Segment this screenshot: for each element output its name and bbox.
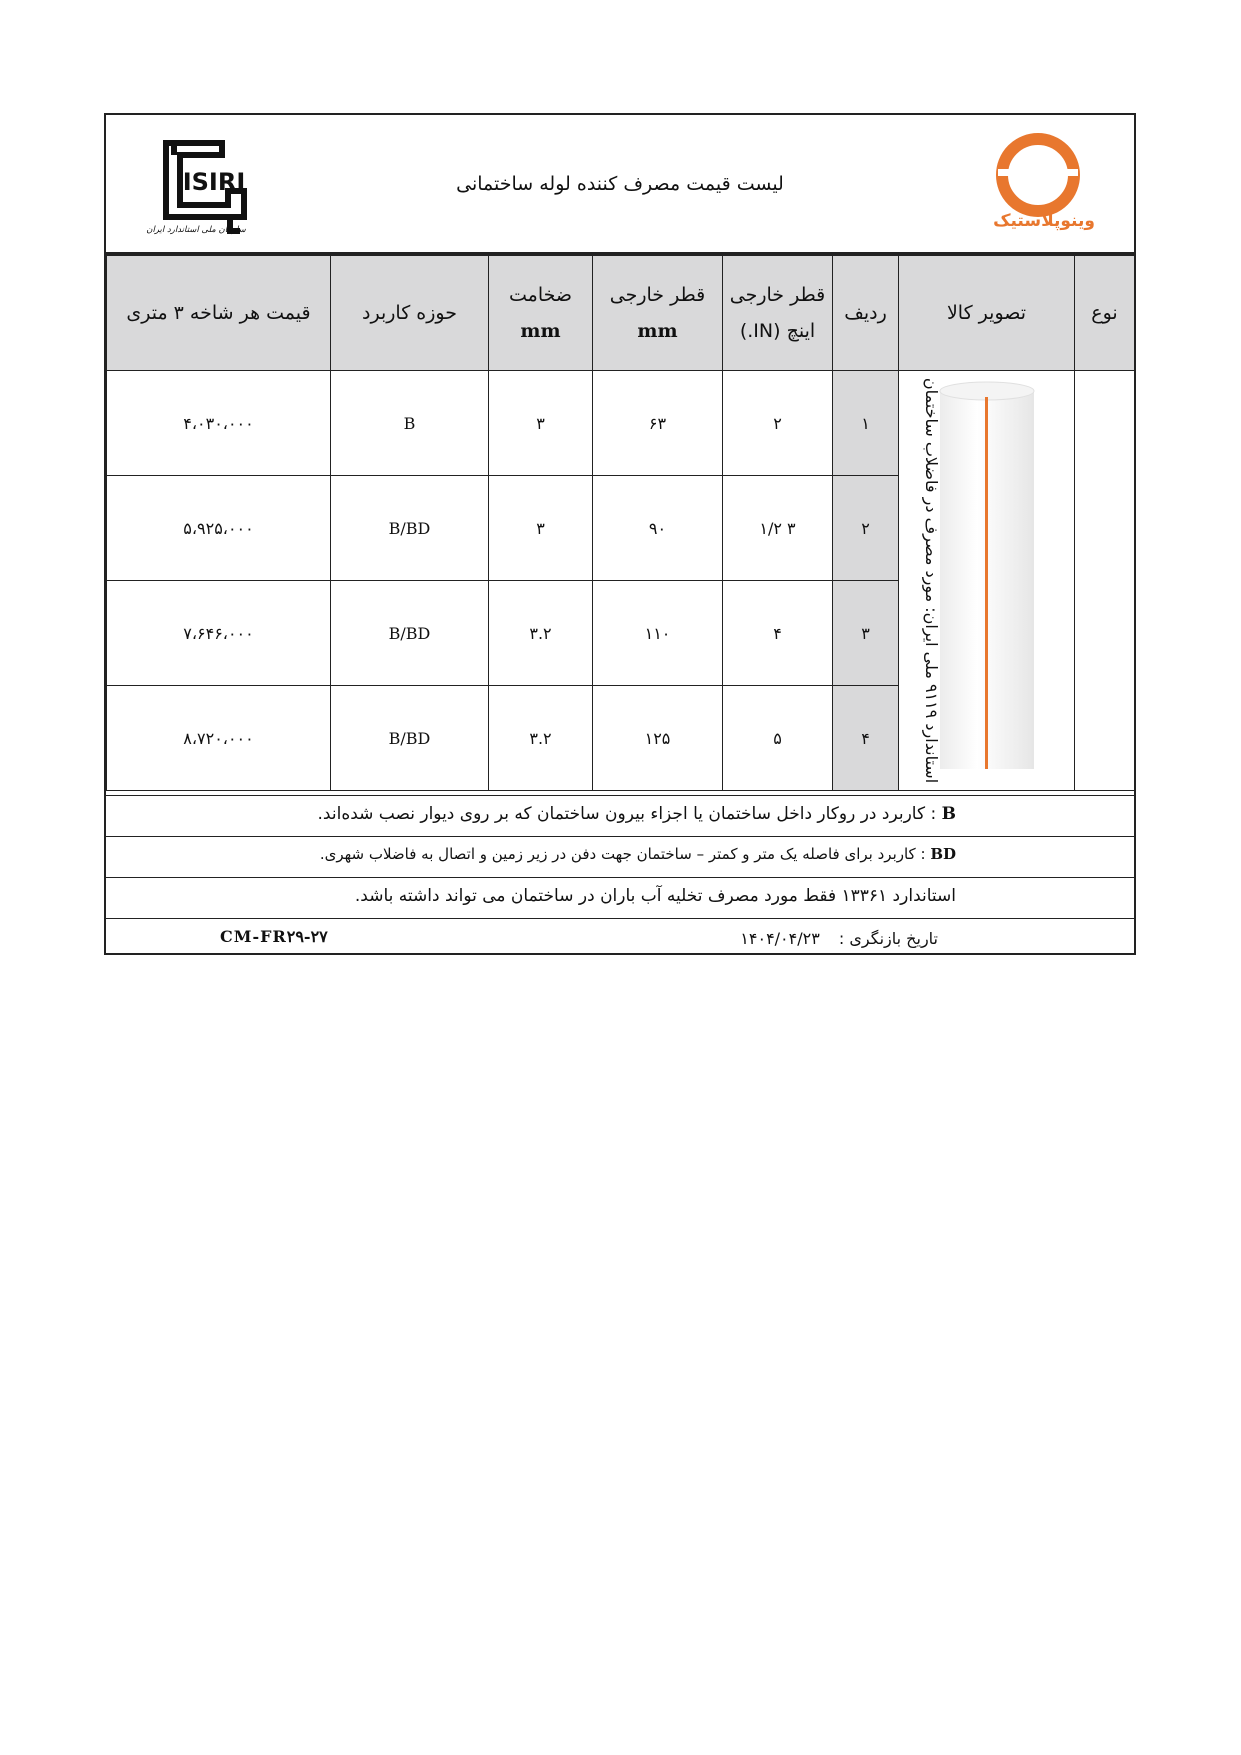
row-number: ۱: [833, 371, 899, 476]
od-mm-value: ۱۲۵: [593, 686, 723, 791]
od-inch-value: ۴: [723, 581, 833, 686]
price-value: ۵،۹۲۵،۰۰۰: [107, 476, 331, 581]
thickness-value: ۳: [489, 476, 593, 581]
revision-date: تاریخ بازنگری : ۱۴۰۴/۰۴/۲۳: [740, 929, 938, 948]
thickness-value: ۳: [489, 371, 593, 476]
footer: [106, 918, 1134, 955]
col-od-inch: قطر خارجی اینچ (IN.): [723, 256, 833, 371]
table-header-row: [107, 256, 1135, 371]
note-bd: BD : کاربرد برای فاصله یک متر و کمتر – ساختمان جهت دفن در زیر زمین و اتصال به فاضلاب شهری.: [106, 836, 1134, 877]
col-row: ردیف: [833, 256, 899, 371]
note-b: B : کاربرد در روکار داخل ساختمان یا اجزاء بیرون ساختمان که بر روی دیوار نصب شده‌اند.: [106, 795, 1134, 836]
header: [106, 115, 1134, 255]
row-number: ۴: [833, 686, 899, 791]
od-inch-value: ۳ ۱/۲: [723, 476, 833, 581]
usage-value: B/BD: [331, 476, 489, 581]
od-mm-value: ۱۱۰: [593, 581, 723, 686]
price-table: [106, 255, 1135, 791]
kind-text: استاندارد ۹۱۱۹ ملی ایران: مورد مصرف در فاضلاب ساختمان: [921, 377, 941, 784]
col-usage: حوزه کاربرد: [331, 256, 489, 371]
od-inch-value: ۲: [723, 371, 833, 476]
usage-value: B: [331, 371, 489, 476]
kind-cell: [921, 371, 1135, 791]
thickness-value: ۳.۲: [489, 581, 593, 686]
page-title: لیست قیمت مصرف کننده لوله ساختمانی: [456, 173, 784, 195]
col-image: تصویر کالا: [899, 256, 1075, 371]
od-mm-value: ۹۰: [593, 476, 723, 581]
vinoplastic-logo-text: وینوپلاستیک: [993, 211, 1095, 231]
col-price: قیمت هر شاخه ۳ متری: [107, 256, 331, 371]
price-value: ۸،۷۲۰،۰۰۰: [107, 686, 331, 791]
usage-value: B/BD: [331, 581, 489, 686]
price-value: ۷،۶۴۶،۰۰۰: [107, 581, 331, 686]
row-number: ۳: [833, 581, 899, 686]
col-thickness: ضخامت mm: [489, 256, 593, 371]
thickness-value: ۳.۲: [489, 686, 593, 791]
usage-value: B/BD: [331, 686, 489, 791]
od-mm-value: ۶۳: [593, 371, 723, 476]
col-kind: نوع: [1075, 256, 1135, 371]
svg-text:ISIRI: ISIRI: [182, 168, 246, 196]
pipe-image-icon: [932, 379, 1042, 779]
form-code: CM-FR۲۹-۲۷: [220, 927, 328, 946]
row-number: ۲: [833, 476, 899, 581]
price-list-sheet: [104, 113, 1136, 955]
isiri-caption: سازمان ملی استاندارد ایران: [146, 225, 246, 235]
table-row: [107, 371, 1135, 476]
col-od-mm: قطر خارجی mm: [593, 256, 723, 371]
price-value: ۴،۰۳۰،۰۰۰: [107, 371, 331, 476]
od-inch-value: ۵: [723, 686, 833, 791]
note-standard: استاندارد ۱۳۳۶۱ فقط مورد مصرف تخلیه آب باران در ساختمان می تواند داشته باشد.: [106, 877, 1134, 918]
